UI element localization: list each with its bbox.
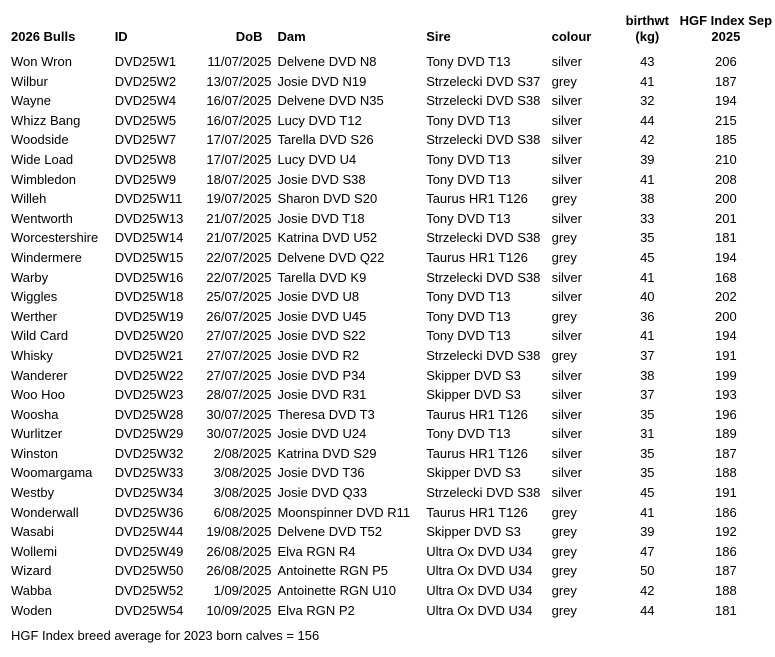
table-row: [11, 150, 775, 170]
bull-id: DVD25W33: [114, 465, 184, 481]
bull-id: DVD25W21: [114, 347, 184, 363]
bull-dam: Tarella DVD K9: [277, 269, 367, 285]
bull-hgf-index: 194: [715, 328, 737, 344]
bull-dob: 27/07/2025: [206, 347, 272, 363]
bull-dam: Delvene DVD Q22: [277, 249, 385, 265]
bull-colour: grey: [551, 504, 577, 520]
bull-dob: 3/08/2025: [213, 465, 272, 481]
bull-hgf-index: 189: [715, 426, 737, 442]
bull-colour: grey: [551, 230, 577, 246]
bull-id: DVD25W13: [114, 210, 184, 226]
bull-name: Windermere: [11, 249, 82, 265]
bull-id: DVD25W29: [114, 426, 184, 442]
bull-id: DVD25W54: [114, 602, 184, 618]
bull-id: DVD25W36: [114, 504, 184, 520]
bull-id: DVD25W2: [114, 73, 177, 89]
bull-id: DVD25W9: [114, 171, 177, 187]
bull-birthwt: 32: [640, 93, 655, 109]
bull-colour: silver: [551, 210, 582, 226]
bull-dob: 26/08/2025: [206, 563, 272, 579]
bulls-table: [11, 11, 775, 620]
table-row: [11, 130, 775, 150]
bull-birthwt: 45: [640, 249, 655, 265]
bull-colour: grey: [551, 73, 577, 89]
bull-hgf-index: 191: [715, 485, 737, 501]
bull-dam: Josie DVD T18: [277, 210, 365, 226]
table-row: [11, 72, 775, 92]
bull-hgf-index: 191: [715, 347, 737, 363]
bull-dob: 13/07/2025: [206, 73, 272, 89]
bull-dam: Theresa DVD T3: [277, 406, 375, 422]
bull-dam: Josie DVD R31: [277, 387, 367, 403]
bull-name: Wiggles: [11, 289, 58, 305]
bull-sire: Tony DVD T13: [426, 112, 511, 128]
bull-colour: silver: [551, 485, 582, 501]
header-birthwt-line2: (kg): [635, 29, 660, 44]
bull-name: Woosha: [11, 406, 59, 422]
bull-colour: grey: [551, 583, 577, 599]
bull-dob: 18/07/2025: [206, 171, 272, 187]
header-birthwt: [618, 11, 677, 52]
bull-name: Wabba: [11, 583, 52, 599]
bull-birthwt: 41: [640, 171, 655, 187]
bull-dob: 6/08/2025: [213, 504, 272, 520]
bull-birthwt: 38: [640, 367, 655, 383]
bull-name: Whizz Bang: [11, 112, 81, 128]
bull-hgf-index: 208: [715, 171, 737, 187]
table-row: [11, 268, 775, 288]
bull-sire: Ultra Ox DVD U34: [426, 543, 533, 559]
bull-dam: Josie DVD U45: [277, 308, 367, 324]
bull-hgf-index: 168: [715, 269, 737, 285]
bull-dob: 28/07/2025: [206, 387, 272, 403]
header-id: ID: [114, 29, 128, 44]
bull-dob: 16/07/2025: [206, 93, 272, 109]
table-row: [11, 248, 775, 268]
bull-sire: Strzelecki DVD S38: [426, 230, 541, 246]
bull-dam: Josie DVD S22: [277, 328, 366, 344]
table-row: [11, 424, 775, 444]
table-row: [11, 326, 775, 346]
bull-sire: Strzelecki DVD S38: [426, 269, 541, 285]
bull-colour: grey: [551, 563, 577, 579]
table-row: [11, 503, 775, 523]
bull-dam: Lucy DVD U4: [277, 151, 357, 167]
bull-birthwt: 45: [640, 485, 655, 501]
bull-hgf-index: 200: [715, 191, 737, 207]
bull-hgf-index: 187: [715, 563, 737, 579]
header-dob-label: DoB: [235, 29, 263, 44]
bull-id: DVD25W7: [114, 132, 177, 148]
bull-name: Woodside: [11, 132, 69, 148]
bull-dob: 16/07/2025: [206, 112, 272, 128]
bull-colour: silver: [551, 112, 582, 128]
table-row: [11, 189, 775, 209]
table-row: [11, 385, 775, 405]
bull-id: DVD25W50: [114, 563, 184, 579]
bull-name: Wanderer: [11, 367, 68, 383]
bull-name: Warby: [11, 269, 49, 285]
bull-colour: silver: [551, 54, 582, 69]
bull-sire: Strzelecki DVD S38: [426, 93, 541, 109]
bull-dob: 21/07/2025: [206, 230, 272, 246]
bull-dob: 26/07/2025: [206, 308, 272, 324]
bull-colour: silver: [551, 445, 582, 461]
header-row: [11, 11, 775, 52]
bull-id: DVD25W34: [114, 485, 184, 501]
bull-colour: grey: [551, 249, 577, 265]
bull-name: Wimbledon: [11, 171, 77, 187]
bull-hgf-index: 181: [715, 230, 737, 246]
table-row: [11, 91, 775, 111]
bull-id: DVD25W49: [114, 543, 184, 559]
bull-colour: silver: [551, 387, 582, 403]
bull-birthwt: 41: [640, 73, 655, 89]
bull-dam: Delvene DVD N35: [277, 93, 384, 109]
bull-dob: 22/07/2025: [206, 269, 272, 285]
bull-dob: 25/07/2025: [206, 289, 272, 305]
bull-dob: 27/07/2025: [206, 328, 272, 344]
bull-birthwt: 50: [640, 563, 655, 579]
bull-colour: grey: [551, 347, 577, 363]
bull-id: DVD25W52: [114, 583, 184, 599]
bull-name: Wurlitzer: [11, 426, 63, 442]
table-row: [11, 522, 775, 542]
table-row: [11, 346, 775, 366]
bull-hgf-index: 186: [715, 543, 737, 559]
bull-birthwt: 37: [640, 347, 655, 363]
bull-dam: Lucy DVD T12: [277, 112, 362, 128]
bull-name: Wild Card: [11, 328, 69, 344]
header-dam: Dam: [277, 29, 306, 44]
bull-dob: 2/08/2025: [213, 445, 272, 461]
bull-dob: 26/08/2025: [206, 543, 272, 559]
table-row: [11, 405, 775, 425]
bull-sire: Tony DVD T13: [426, 308, 511, 324]
bull-hgf-index: 188: [715, 465, 737, 481]
bull-birthwt: 39: [640, 524, 655, 540]
bull-colour: silver: [551, 132, 582, 148]
bull-name: Wasabi: [11, 524, 54, 540]
bull-birthwt: 35: [640, 465, 655, 481]
bull-id: DVD25W5: [114, 112, 177, 128]
bull-sire: Ultra Ox DVD U34: [426, 583, 533, 599]
bull-id: DVD25W8: [114, 151, 177, 167]
bull-id: DVD25W11: [114, 191, 183, 207]
bull-colour: grey: [551, 191, 577, 207]
bull-dam: Moonspinner DVD R11: [277, 504, 411, 520]
bull-name: Woo Hoo: [11, 387, 65, 403]
table-row: [11, 209, 775, 229]
bull-birthwt: 47: [640, 543, 655, 559]
bull-hgf-index: 193: [715, 387, 737, 403]
bull-id: DVD25W4: [114, 93, 177, 109]
bull-dam: Katrina DVD S29: [277, 445, 377, 461]
bull-id: DVD25W28: [114, 406, 184, 422]
bull-hgf-index: 196: [715, 406, 737, 422]
header-colour: colour: [551, 29, 592, 44]
bull-name: Winston: [11, 445, 58, 461]
bull-dob: 21/07/2025: [206, 210, 272, 226]
bull-dam: Delvene DVD N8: [277, 54, 377, 69]
bull-hgf-index: 185: [715, 132, 737, 148]
bull-id: DVD25W16: [114, 269, 184, 285]
bull-hgf-index: 186: [715, 504, 737, 520]
bull-sire: Skipper DVD S3: [426, 524, 521, 540]
bull-dob: 27/07/2025: [206, 367, 272, 383]
bull-hgf-index: 194: [715, 93, 737, 109]
table-row: [11, 601, 775, 621]
bull-colour: silver: [551, 151, 582, 167]
bull-dob: 30/07/2025: [206, 426, 272, 442]
bull-hgf-index: 187: [715, 445, 737, 461]
bull-dam: Josie DVD Q33: [277, 485, 368, 501]
bull-sire: Tony DVD T13: [426, 289, 511, 305]
bull-dam: Delvene DVD T52: [277, 524, 382, 540]
table-row: [11, 228, 775, 248]
bull-birthwt: 44: [640, 112, 655, 128]
bull-id: DVD25W32: [114, 445, 184, 461]
bull-birthwt: 40: [640, 289, 655, 305]
bull-sire: Strzelecki DVD S37: [426, 73, 541, 89]
bull-name: Werther: [11, 308, 57, 324]
bull-birthwt: 42: [640, 583, 655, 599]
bull-colour: silver: [551, 269, 582, 285]
bull-dob: 10/09/2025: [206, 602, 272, 618]
bull-name: Wayne: [11, 93, 51, 109]
bull-sire: Skipper DVD S3: [426, 367, 521, 383]
bull-birthwt: 35: [640, 406, 655, 422]
bull-dob: 1/09/2025: [213, 583, 272, 599]
table-row: [11, 170, 775, 190]
bull-name: Woden: [11, 602, 52, 618]
bull-birthwt: 39: [640, 151, 655, 167]
bull-dam: Elva RGN P2: [277, 602, 355, 618]
table-row: [11, 561, 775, 581]
bull-birthwt: 44: [640, 602, 655, 618]
bull-sire: Tony DVD T13: [426, 210, 511, 226]
bull-birthwt: 31: [640, 426, 655, 442]
bull-colour: grey: [551, 543, 577, 559]
bull-birthwt: 35: [640, 445, 655, 461]
header-sire: Sire: [426, 29, 451, 44]
bull-dam: Katrina DVD U52: [277, 230, 378, 246]
bull-id: DVD25W20: [114, 328, 184, 344]
bull-birthwt: 41: [640, 504, 655, 520]
bull-dam: Elva RGN R4: [277, 543, 356, 559]
header-hgf-index: [677, 11, 775, 52]
bull-dam: Josie DVD P34: [277, 367, 366, 383]
bull-sire: Tony DVD T13: [426, 426, 511, 442]
bull-name: Westby: [11, 485, 55, 501]
table-body: [11, 52, 775, 620]
bull-birthwt: 41: [640, 328, 655, 344]
bull-birthwt: 36: [640, 308, 655, 324]
bull-colour: grey: [551, 602, 577, 618]
bull-birthwt: 35: [640, 230, 655, 246]
bull-name: Worcestershire: [11, 230, 99, 246]
bull-id: DVD25W15: [114, 249, 184, 265]
bull-name: Wizard: [11, 563, 52, 579]
bull-hgf-index: 201: [715, 210, 737, 226]
table-row: [11, 52, 775, 72]
table-row: [11, 463, 775, 483]
bull-colour: silver: [551, 171, 582, 187]
bull-dam: Josie DVD R2: [277, 347, 360, 363]
bull-hgf-index: 192: [715, 524, 737, 540]
bull-sire: Strzelecki DVD S38: [426, 485, 541, 501]
bull-sire: Ultra Ox DVD U34: [426, 563, 533, 579]
bull-name: Wide Load: [11, 151, 74, 167]
bull-colour: silver: [551, 426, 582, 442]
bull-sire: Taurus HR1 T126: [426, 249, 528, 265]
bull-name: Willeh: [11, 191, 47, 207]
table-row: [11, 581, 775, 601]
bull-name: Wilbur: [11, 73, 48, 89]
bull-dob: 11/07/2025: [207, 54, 272, 69]
bull-dam: Josie DVD U24: [277, 426, 367, 442]
bull-colour: silver: [551, 465, 582, 481]
bull-birthwt: 33: [640, 210, 655, 226]
bull-sire: Skipper DVD S3: [426, 465, 521, 481]
bull-hgf-index: 215: [715, 112, 737, 128]
bull-birthwt: 38: [640, 191, 655, 207]
table-row: [11, 366, 775, 386]
table-header: [11, 11, 775, 52]
bull-hgf-index: 202: [715, 289, 737, 305]
bull-sire: Tony DVD T13: [426, 328, 511, 344]
bull-dob: 19/08/2025: [206, 524, 272, 540]
bull-colour: silver: [551, 367, 582, 383]
bull-colour: silver: [551, 289, 582, 305]
bull-hgf-index: 187: [715, 73, 737, 89]
bull-id: DVD25W44: [114, 524, 184, 540]
bull-sire: Tony DVD T13: [426, 171, 511, 187]
bull-dob: 19/07/2025: [206, 191, 272, 207]
bull-id: DVD25W23: [114, 387, 184, 403]
header-hgf-line2: 2025: [711, 29, 741, 44]
bull-sire: Taurus HR1 T126: [426, 504, 528, 520]
bull-sire: Taurus HR1 T126: [426, 406, 528, 422]
bull-birthwt: 37: [640, 387, 655, 403]
bull-dam: Antoinette RGN U10: [277, 583, 396, 599]
bull-colour: grey: [551, 524, 577, 540]
bull-id: DVD25W18: [114, 289, 184, 305]
bull-birthwt: 43: [640, 54, 655, 69]
bull-name: Wentworth: [11, 210, 73, 226]
bull-dob: 3/08/2025: [213, 485, 272, 501]
footnote: HGF Index breed average for 2023 born calves = 156: [11, 628, 320, 643]
bull-colour: silver: [551, 328, 582, 344]
bull-dam: Tarella DVD S26: [277, 132, 374, 148]
bull-dob: 22/07/2025: [206, 249, 272, 265]
bull-name: Won Wron: [11, 54, 72, 69]
bull-sire: Tony DVD T13: [426, 151, 511, 167]
bull-dam: Josie DVD T36: [277, 465, 365, 481]
table-row: [11, 287, 775, 307]
bull-id: DVD25W1: [114, 54, 177, 69]
header-name: 2026 Bulls: [11, 29, 76, 44]
bull-sire: Skipper DVD S3: [426, 387, 521, 403]
bull-name: Whisky: [11, 347, 53, 363]
bull-sire: Strzelecki DVD S38: [426, 347, 541, 363]
table-row: [11, 444, 775, 464]
bull-hgf-index: 200: [715, 308, 737, 324]
header-hgf-line1: HGF Index Sep: [679, 13, 773, 28]
bull-colour: grey: [551, 308, 577, 324]
bull-dam: Josie DVD S38: [277, 171, 366, 187]
bull-name: Wonderwall: [11, 504, 79, 520]
bull-birthwt: 41: [640, 269, 655, 285]
bull-hgf-index: 188: [715, 583, 737, 599]
bull-dam: Antoinette RGN P5: [277, 563, 389, 579]
bull-hgf-index: 206: [715, 54, 737, 69]
bull-colour: silver: [551, 406, 582, 422]
bull-dob: 30/07/2025: [206, 406, 272, 422]
bull-hgf-index: 210: [715, 151, 737, 167]
bull-hgf-index: 194: [715, 249, 737, 265]
table-row: [11, 111, 775, 131]
bull-hgf-index: 181: [715, 602, 737, 618]
bull-birthwt: 42: [640, 132, 655, 148]
bull-sire: Ultra Ox DVD U34: [426, 602, 533, 618]
bull-id: DVD25W14: [114, 230, 184, 246]
bull-hgf-index: 199: [715, 367, 737, 383]
bull-sire: Taurus HR1 T126: [426, 445, 528, 461]
header-birthwt-line1: birthwt: [625, 13, 669, 28]
bull-id: DVD25W19: [114, 308, 184, 324]
bull-dam: Josie DVD U8: [277, 289, 360, 305]
bull-dam: Sharon DVD S20: [277, 191, 378, 207]
bull-dob: 17/07/2025: [206, 151, 272, 167]
bull-sire: Taurus HR1 T126: [426, 191, 528, 207]
table-row: [11, 483, 775, 503]
header-dob: [192, 11, 272, 52]
bull-colour: silver: [551, 93, 582, 109]
table-row: [11, 307, 775, 327]
table-row: [11, 542, 775, 562]
bull-id: DVD25W22: [114, 367, 184, 383]
bull-sire: Tony DVD T13: [426, 54, 511, 69]
bull-name: Wollemi: [11, 543, 57, 559]
bull-sire: Strzelecki DVD S38: [426, 132, 541, 148]
bull-dam: Josie DVD N19: [277, 73, 367, 89]
bull-name: Woomargama: [11, 465, 93, 481]
bull-dob: 17/07/2025: [206, 132, 272, 148]
